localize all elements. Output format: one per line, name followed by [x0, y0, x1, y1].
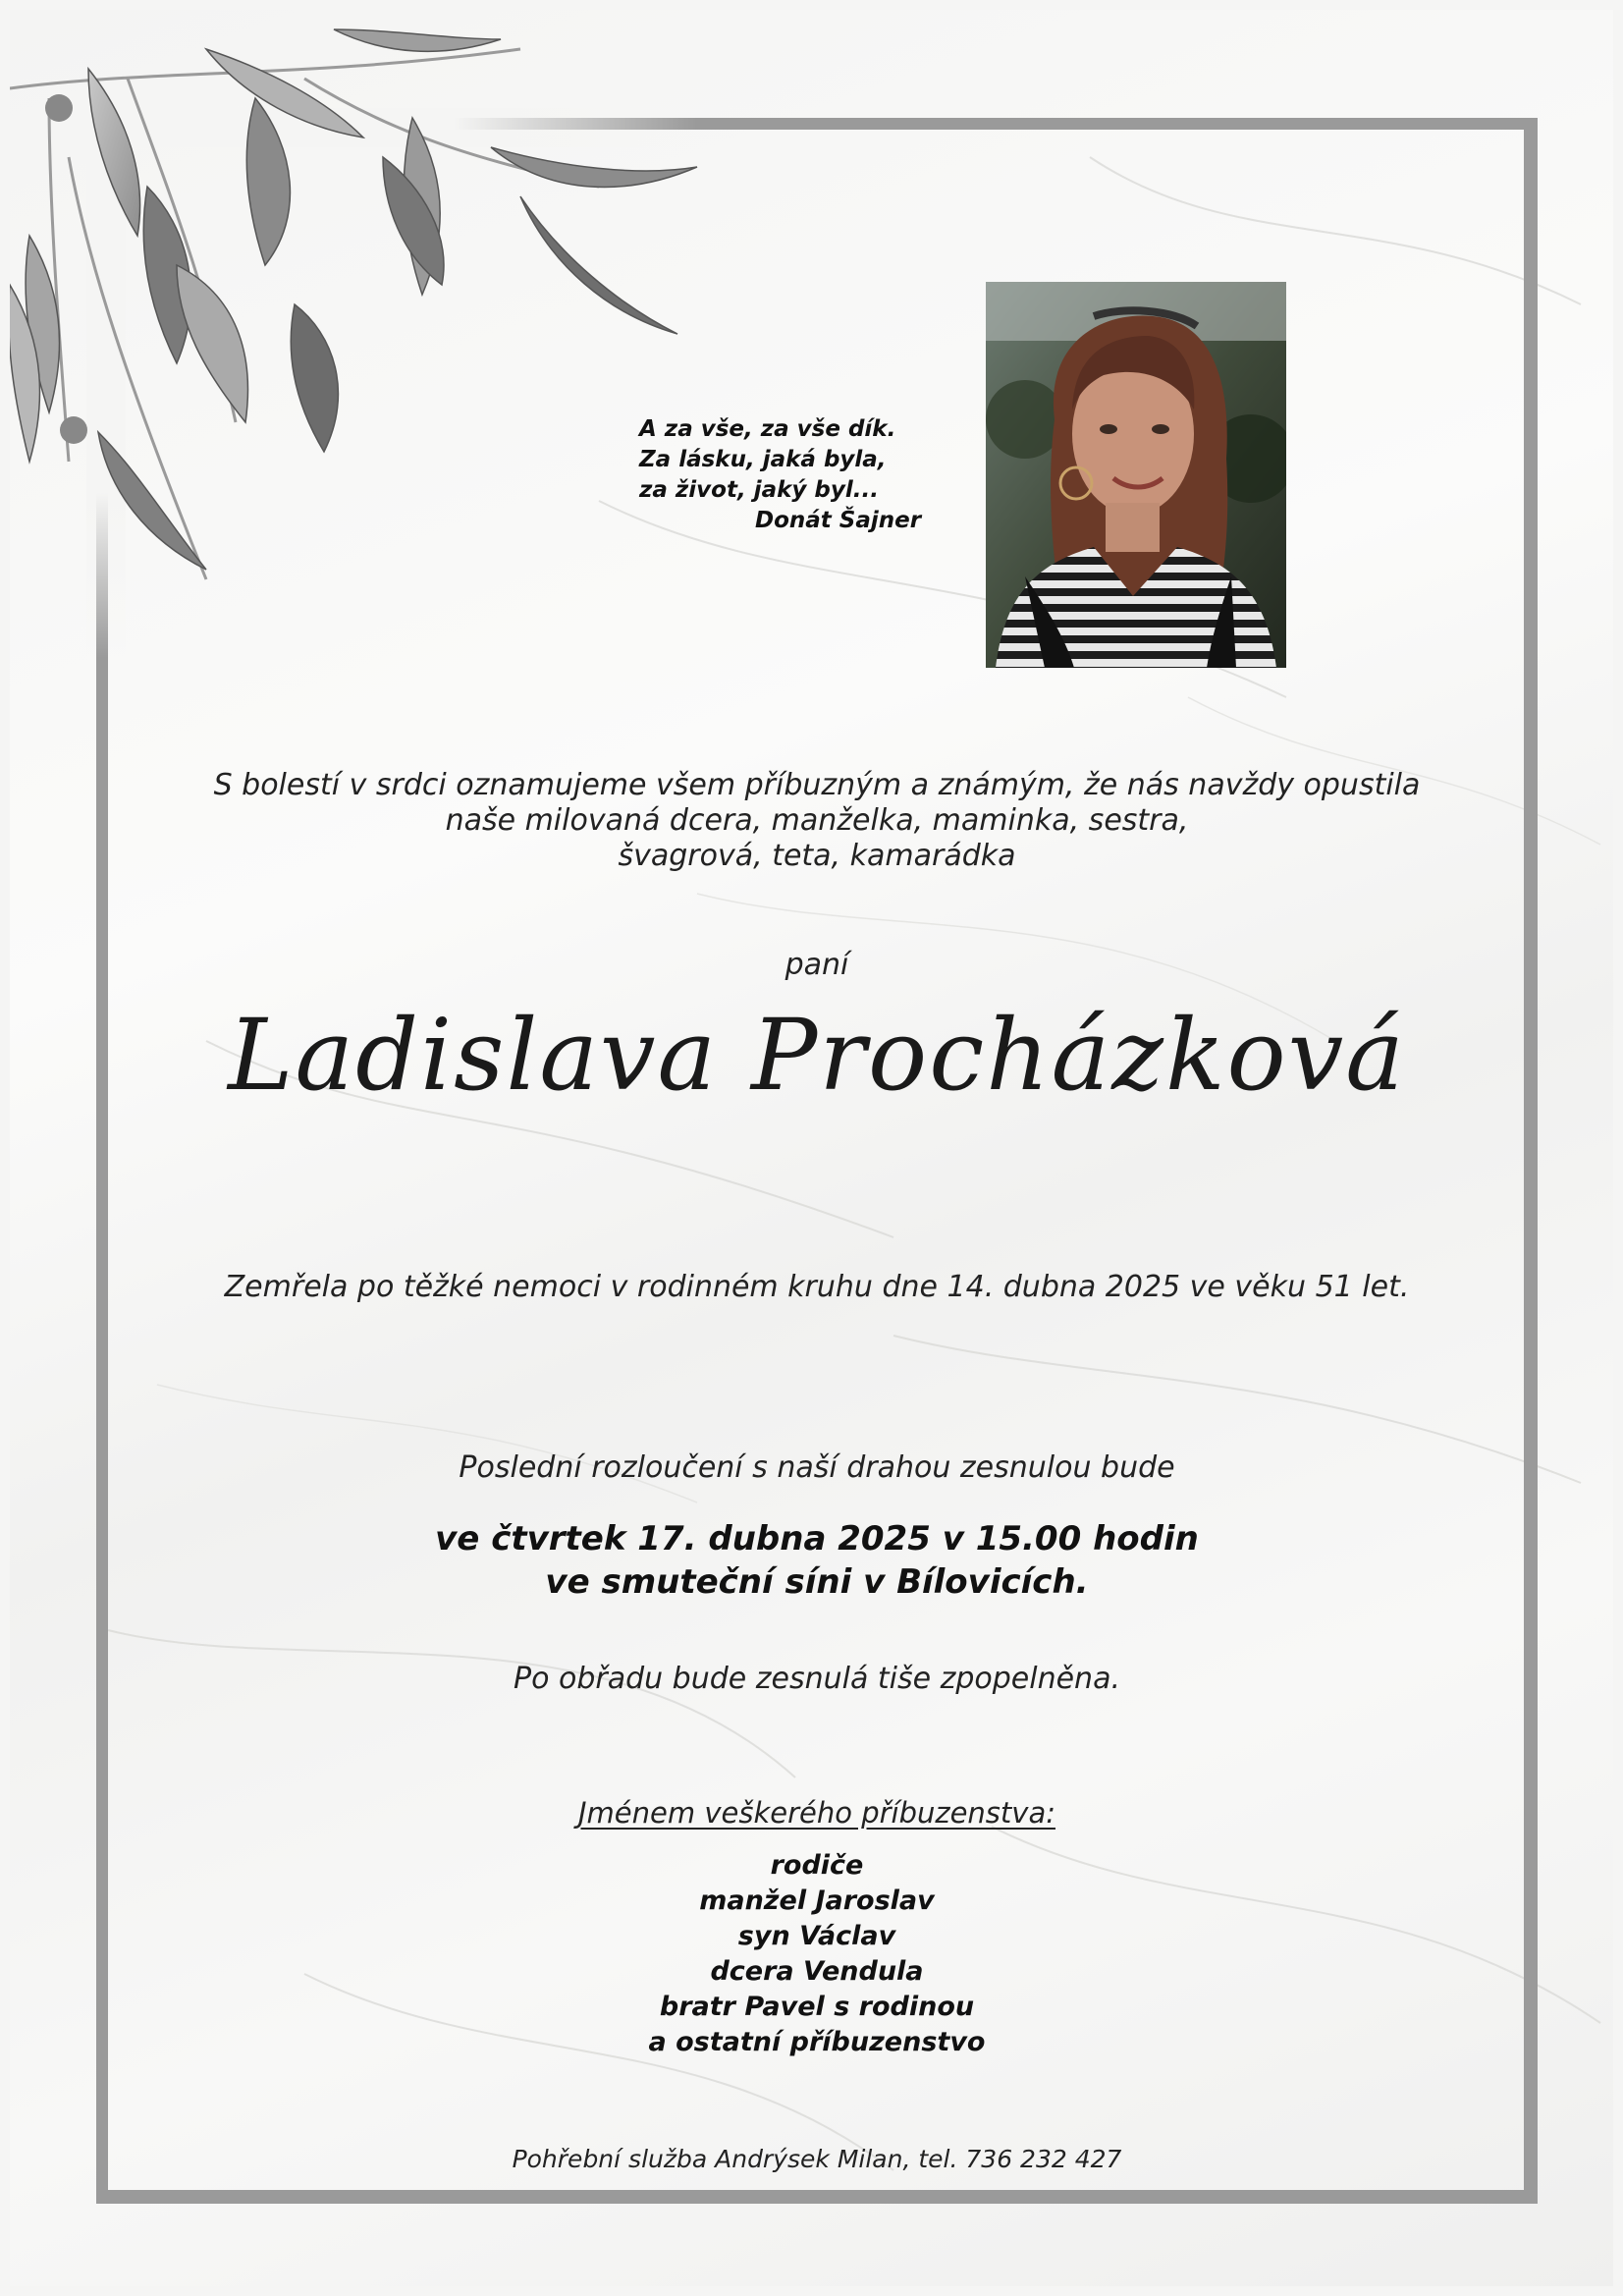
- ceremony-details: [96, 1517, 1538, 1604]
- list-item: a ostatní příbuzenstvo: [648, 2027, 986, 2057]
- deceased-name: Ladislava Procházková: [228, 998, 1406, 1113]
- mourners-heading-text: Jménem veškerého příbuzenstva:: [578, 1796, 1055, 1830]
- mourners-heading: [96, 1796, 1538, 1830]
- honorific: paní: [784, 948, 849, 982]
- list-item: bratr Pavel s rodinou: [659, 1992, 975, 2022]
- announcement-line: naše milovaná dcera, manželka, maminka, sestra,: [445, 803, 1189, 838]
- list-item: rodiče: [770, 1850, 864, 1881]
- quote-line: za život, jaký byl...: [639, 477, 879, 503]
- announcement-text: [96, 768, 1538, 874]
- quote-line: A za vše, za vše dík.: [639, 416, 896, 442]
- ceremony-place: ve smuteční síni v Bílovicích.: [545, 1562, 1089, 1602]
- death-notice: Zemřela po těžké nemoci v rodinném kruhu dne 14. dubna 2025 ve věku 51 let.: [224, 1270, 1410, 1304]
- quote-block: [639, 414, 934, 536]
- ceremony-date: ve čtvrtek 17. dubna 2025 v 15.00 hodin: [435, 1519, 1199, 1558]
- obituary-page: [10, 10, 1613, 2286]
- list-item: syn Václav: [737, 1921, 896, 1951]
- list-item: manžel Jaroslav: [699, 1886, 935, 1916]
- announcement-line: S bolestí v srdci oznamujeme všem příbuzným a známým, že nás navždy opustila: [213, 768, 1421, 802]
- farewell-intro: Poslední rozloučení s naší drahou zesnulou bude: [459, 1450, 1175, 1485]
- portrait-photo-icon: [986, 282, 1286, 668]
- portrait-photo: [986, 282, 1286, 668]
- leaves-decoration-icon: [10, 10, 736, 599]
- funeral-service-footer: Pohřební služba Andrýsek Milan, tel. 736 232 427: [512, 2145, 1122, 2173]
- list-item: dcera Vendula: [710, 1956, 924, 1987]
- cremation-note: Po obřadu bude zesnulá tiše zpopelněna.: [513, 1662, 1120, 1696]
- quote-line: Za lásku, jaká byla,: [639, 447, 887, 472]
- quote-author: Donát Šajner: [755, 508, 922, 533]
- announcement-line: švagrová, teta, kamarádka: [618, 839, 1016, 873]
- mourners-list: [96, 1848, 1538, 2060]
